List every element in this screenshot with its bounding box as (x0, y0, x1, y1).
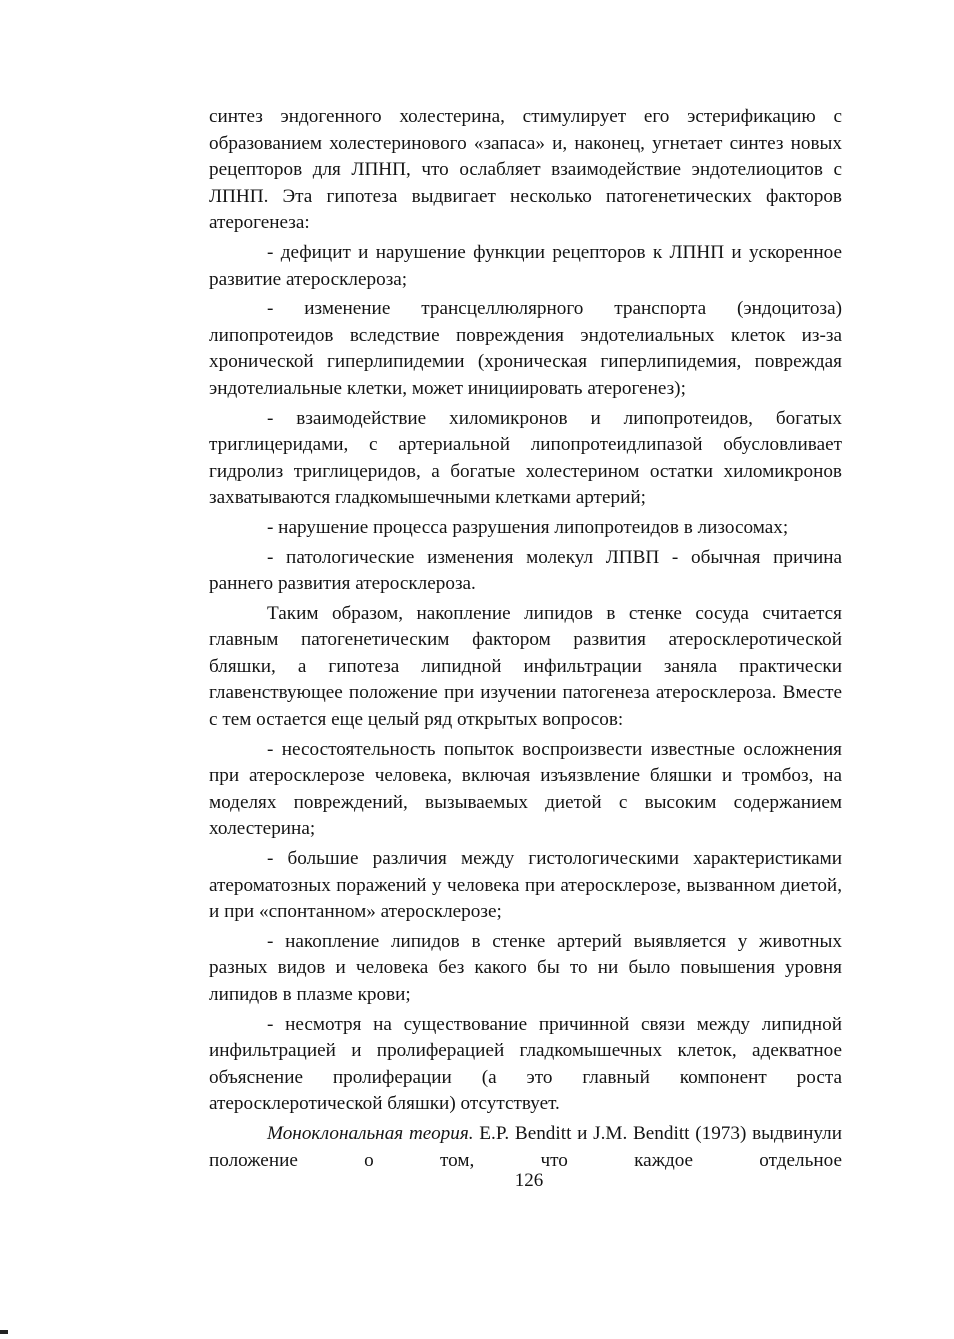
theory-name: Моноклональная теория. (267, 1122, 474, 1144)
list-item-lipid-accumulation: - накопление липидов в стенке артерий выявляется у животных разных видов и человека без какого бы то ни было повышения уровня липидов в плазме крови; (209, 930, 842, 1005)
list-item-models-failure: - несостоятельность попыток воспроизвести известные осложнения при атеросклерозе человека, включая изъязвление бляшки и тромбоз, на моделях повреждений, вызываемых диетой с высоким содержанием холестерина; (209, 738, 842, 840)
list-item-histology-differences: - большие различия между гистологическими характеристиками атероматозных поражений у человека при атеросклерозе, вызванном диетой, и при «спонтанном» атеросклерозе; (209, 848, 842, 923)
paragraph-monoclonal-theory (209, 1121, 842, 1174)
page-number: 126 (514, 1170, 544, 1191)
scan-mark (0, 1330, 8, 1334)
paragraph-conclusion: Таким образом, накопление липидов в стенке сосуда считается главным патогенетическим фактором развития атеросклеротической бляшки, а гипотеза липидной инфильтрации заняла практически главенствующее положение при изучении патогенеза атеросклероза. Вместе с тем остается еще целый ряд открытых вопросов: (209, 602, 842, 731)
list-item-proliferation: - несмотря на существование причинной связи между липидной инфильтрацией и пролиферацией гладкомышечных клеток, адекватное объяснение пролиферации (а это главный компонент роста атеросклеротической бляшки) отсутствует. (209, 1013, 842, 1115)
list-item-transcellular-transport: - изменение трансцеллюлярного транспорта (эндоцитоза) липопротеидов вследствие повреждения эндотелиальных клеток из-за хронической гиперлипидемии (хроническая гиперлипидемия, повреждая эндотелиальные клетки, может инициировать атерогенез); (209, 298, 842, 399)
paragraph-intro: синтез эндогенного холестерина, стимулирует его эстерификацию с образованием холестеринового «запаса» и, наконец, угнетает синтез новых рецепторов для ЛПНП, что ослабляет взаимодействие эндотелиоцитов с ЛПНП. Эта гипотеза выдвигает несколько патогенетических факторов атерогенеза: (209, 106, 842, 234)
list-item-receptor-deficit: - дефицит и нарушение функции рецепторов к ЛПНП и ускоренное развитие атеросклероза; (209, 241, 842, 290)
list-item-lysosomes: - нарушение процесса разрушения липопротеидов в лизосомах; (267, 516, 789, 538)
list-item-chylomicrons: - взаимодействие хиломикронов и липопротеидов, богатых триглицеридами, с артериальной липопротеидлипазой обусловливает гидролиз триглицеридов, а богатые холестерином остатки хиломикронов захватываются гладкомышечными клетками артерий; (209, 407, 842, 509)
theory-text: E.P. Benditt и J.M. Benditt (1973) выдвинули положение о том, что каждое отдельное (209, 1122, 842, 1171)
page-text (209, 104, 842, 1177)
list-item-hdl-changes: - патологические изменения молекул ЛПВП - обычная причина раннего развития атеросклероза. (209, 546, 842, 595)
